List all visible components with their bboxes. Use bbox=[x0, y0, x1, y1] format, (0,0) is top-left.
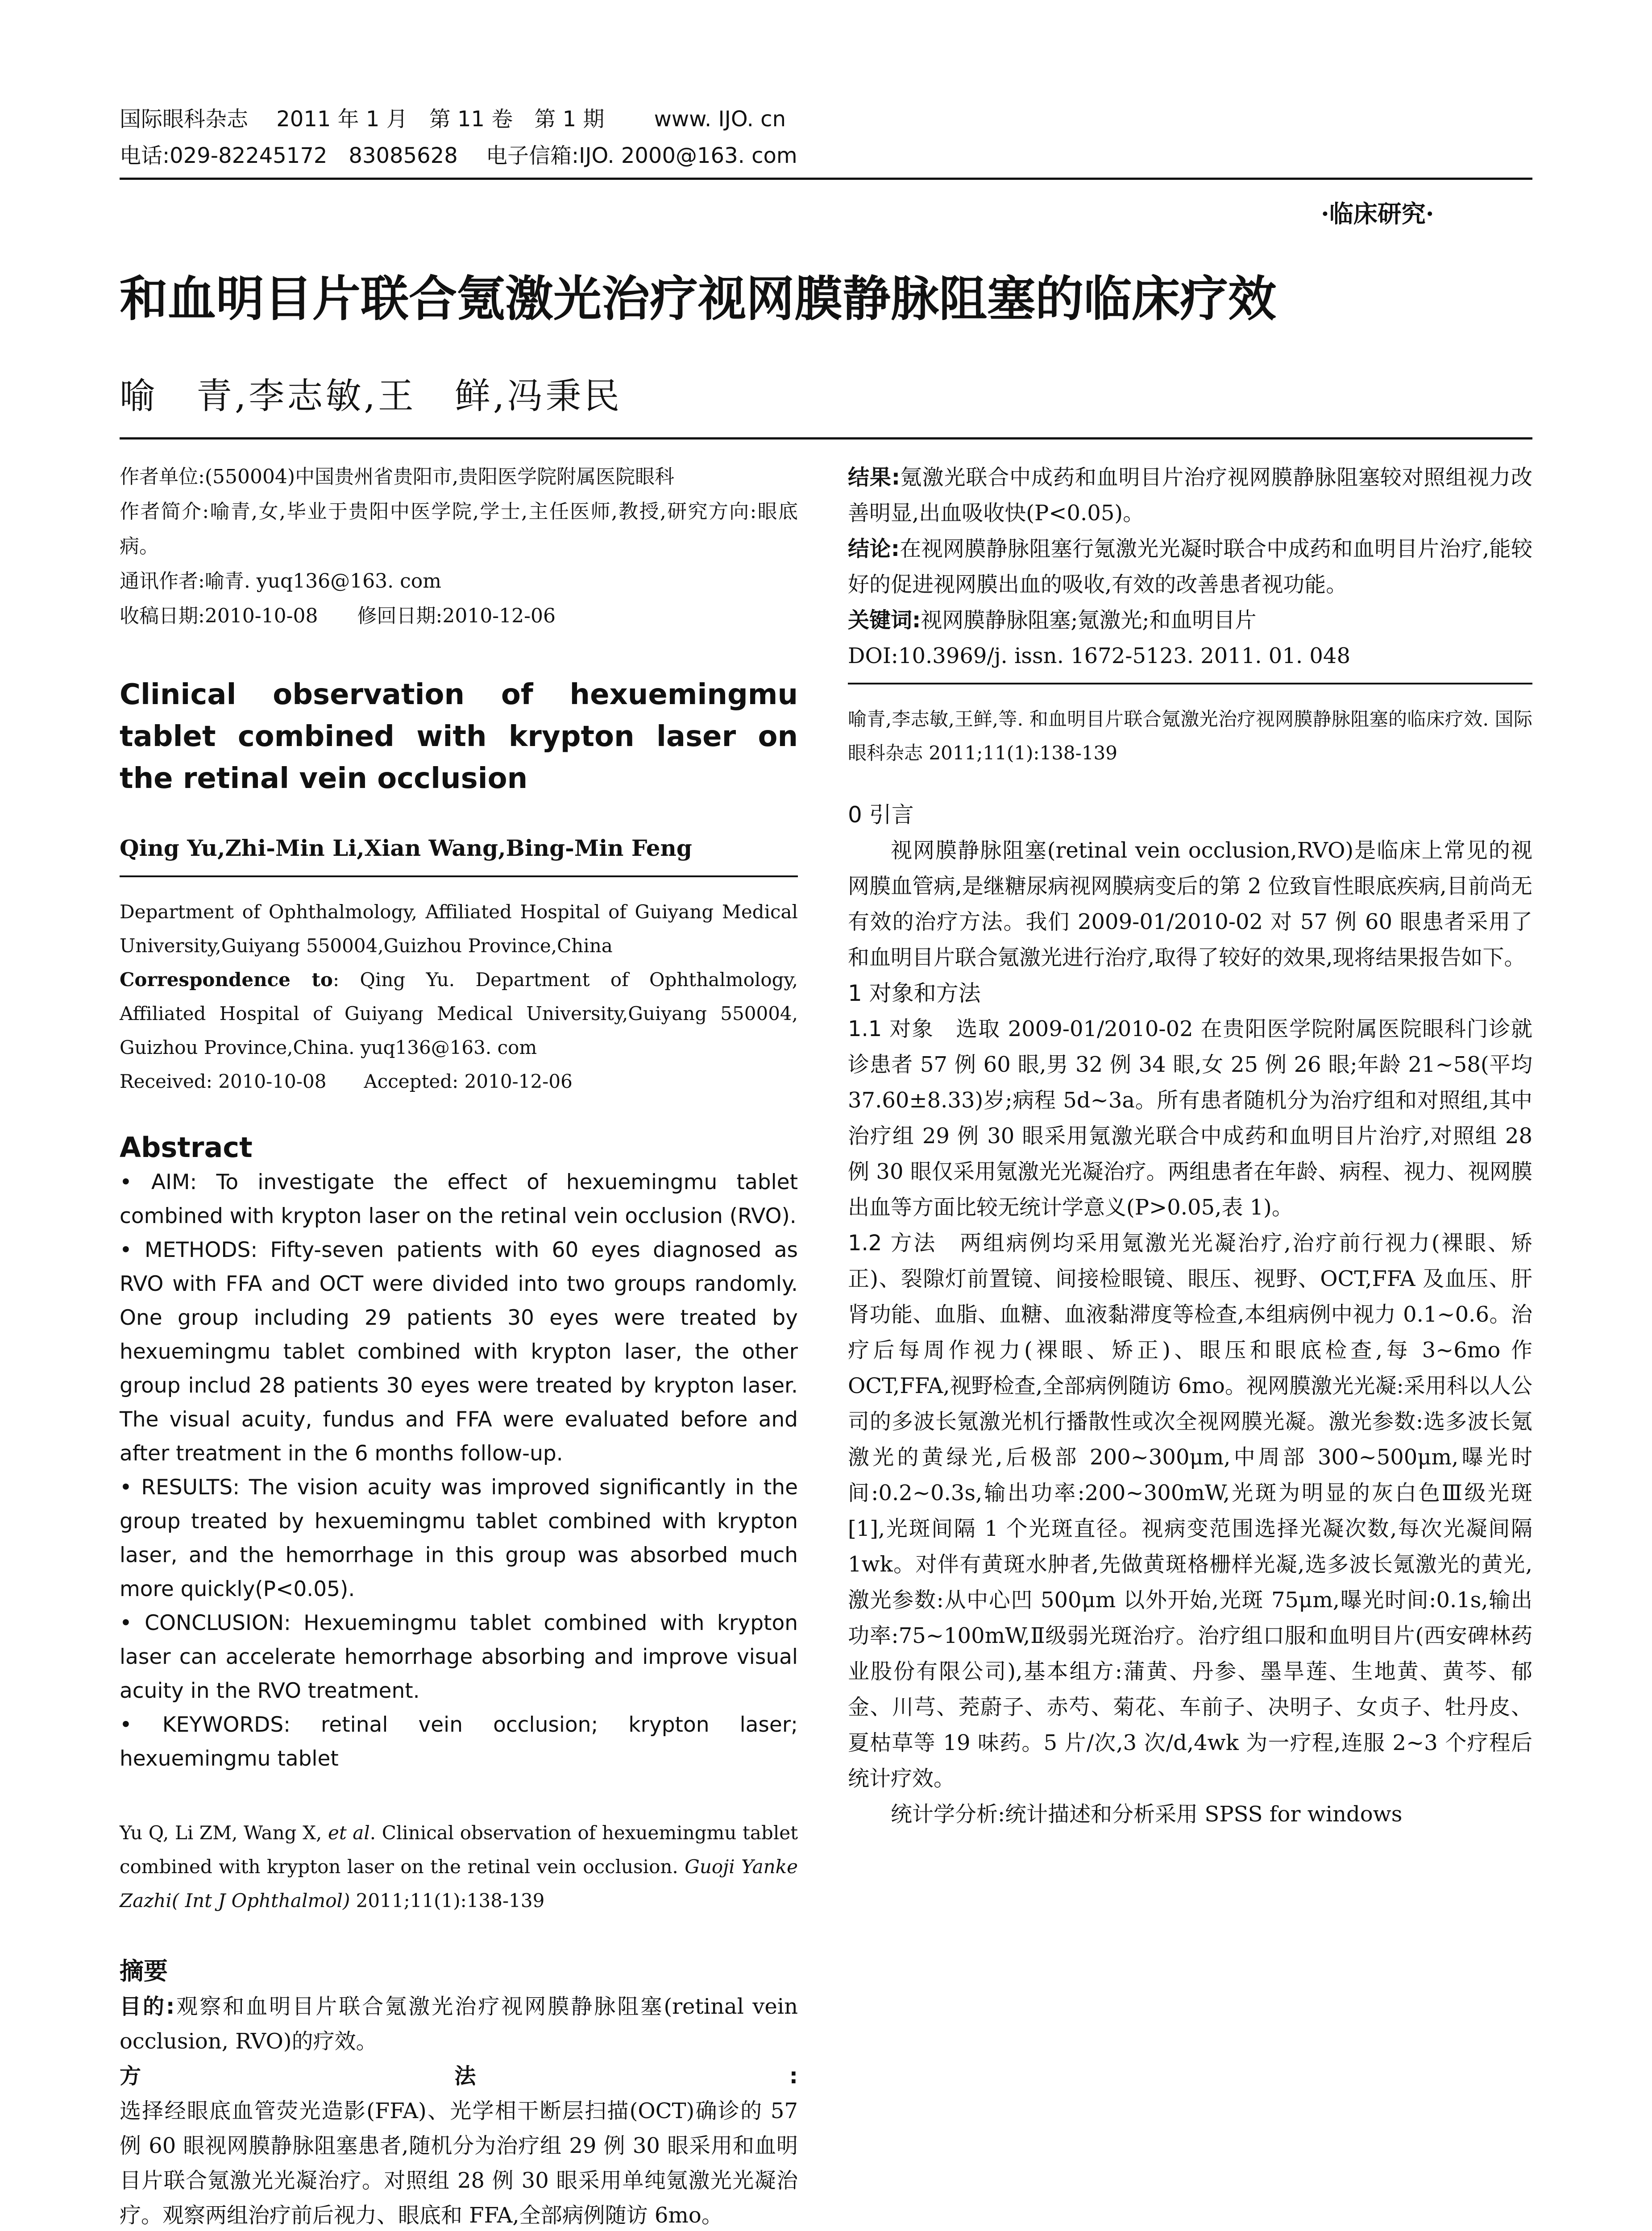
correspondence-en-text: : Qing Yu. Department of Ophthalmology, Affiliated Hospital of Guiyang Medical University,Guiyang 550004, Guizhou Province,China. yuq136@163. com bbox=[120, 969, 798, 1058]
correspondence-en bbox=[120, 963, 798, 1065]
journal-header-line2: 电话:029-82245172 83085628 电子信箱:IJO. 2000@163. com bbox=[120, 143, 797, 168]
abstract-aim: • AIM: To investigate the effect of hexuemingmu tablet combined with krypton laser on the retinal vein occlusion (RVO). bbox=[120, 1170, 798, 1228]
doi: DOI:10.3969/j. issn. 1672-5123. 2011. 01. 048 bbox=[848, 643, 1351, 668]
abstract-rule bbox=[848, 683, 1532, 684]
abstract-heading: Abstract bbox=[120, 1131, 253, 1164]
intro-paragraph: 视网膜静脉阻塞(retinal vein occlusion,RVO)是临床上常见的视网膜血管病,是继糖尿病视网膜病变后的第 2 位致盲性眼底疾病,目前尚无有效的治疗方法。我们 2009-01/2010-02 对 57 例 60 眼患者采用了和血明目片联合氪激光进行治疗,取得了较好的效果,现将结果报告如下。 bbox=[848, 838, 1532, 970]
page-title: 和血明目片联合氪激光治疗视网膜静脉阻塞的临床疗效 bbox=[120, 271, 1277, 327]
bio-cn: 作者简介:喻青,女,毕业于贵阳中医学院,学士,主任医师,教授,研究方向:眼底病。 bbox=[120, 500, 798, 558]
left-column bbox=[120, 460, 798, 2228]
abstract-methods: • METHODS: Fifty-seven patients with 60 eyes diagnosed as RVO with FFA and OCT were divided into two groups randomly. One group including 29 patients 30 eyes were treated by hexuemingmu tablet combined with krypton laser, the other group includ 28 patients 30 eyes were treated by krypton laser. The visual acuity, fundus and FFA were evaluated before and after treatment in the 6 months follow-up. bbox=[120, 1238, 798, 1466]
methods-subjects bbox=[848, 1011, 1532, 1225]
citation-en-journal: Guoji Yanke Zazhi( Int J Ophthalmol) bbox=[120, 1856, 798, 1912]
header-rule bbox=[120, 178, 1532, 180]
zhaiyao-methods-text: 选择经眼底血管荧光造影(FFA)、光学相干断层扫描(OCT)确诊的 57 例 60 眼视网膜静脉阻塞患者,随机分为治疗组 29 例 30 眼采用和血明目片联合氪激光光凝治疗。对照组 28 例 30 眼采用单纯氪激光光凝治疗。观察两组治疗前后视力、眼底和 FFA,全部病例随访 6mo。 bbox=[120, 2098, 798, 2228]
dates-en: Received: 2010-10-08 Accepted: 2010-12-06 bbox=[120, 1070, 573, 1092]
zhaiyao-methods-label: 方法: bbox=[120, 2064, 798, 2089]
citation-en bbox=[120, 1816, 798, 1918]
section-tag: ·临床研究· bbox=[1321, 199, 1434, 228]
zhaiyao-heading: 摘要 bbox=[120, 1957, 168, 1985]
abstract-results: • RESULTS: The vision acuity was improved significantly in the group treated by hexuemingmu tablet combined with krypton laser, and the hemorrhage in this group was absorbed much more quickly(P<0.05). bbox=[120, 1475, 798, 1601]
methods-heading: 1 对象和方法 bbox=[848, 980, 981, 1006]
zhaiyao-conclusion-text: 在视网膜静脉阻塞行氪激光光凝时联合中成药和血明目片治疗,能较好的促进视网膜出血的吸收,有效的改善患者视功能。 bbox=[848, 536, 1532, 597]
abstract-conclusion: • CONCLUSION: Hexuemingmu tablet combined with krypton laser can accelerate hemorrhage absorbing and improve visual acuity in the RVO treatment. bbox=[120, 1611, 798, 1703]
citation-en-part3: 2011;11(1):138-139 bbox=[350, 1890, 545, 1912]
affiliation-cn: 作者单位:(550004)中国贵州省贵阳市,贵阳医学院附属医院眼科 bbox=[120, 465, 675, 488]
correspondence-en-label: Correspondence to bbox=[120, 969, 333, 991]
methods-procedure-label: 1.2 方法 bbox=[848, 1231, 937, 1256]
citation-en-etal: et al bbox=[328, 1822, 370, 1844]
zhaiyao-results-label: 结果: bbox=[848, 465, 900, 490]
zhaiyao-keywords-label: 关键词: bbox=[848, 608, 921, 633]
right-column bbox=[848, 460, 1532, 1832]
methods-subjects-text: 选取 2009-01/2010-02 在贵阳医学院附属医院眼科门诊就诊患者 57 例 60 眼,男 32 例 34 眼,女 25 例 26 眼;年龄 21~58(平均 37.60±8.33)岁;病程 5d~3a。所有患者随机分为治疗组和对照组,其中治疗组 29 例 30 眼采用氪激光联合中成药和血明目片治疗,对照组 28 例 30 眼仅采用氪激光光凝治疗。两组患者在年龄、病程、视力、视网膜出血等方面比较无统计学意义(P>0.05,表 1)。 bbox=[848, 1016, 1532, 1220]
zhaiyao-aim-text: 观察和血明目片联合氪激光治疗视网膜静脉阻塞(retinal vein occlusion, RVO)的疗效。 bbox=[120, 1994, 798, 2054]
zhaiyao-keywords bbox=[848, 602, 1532, 638]
citation-en-part1: Yu Q, Li ZM, Wang X, bbox=[120, 1822, 328, 1844]
zhaiyao-methods-start bbox=[120, 2059, 798, 2228]
methods-subjects-label: 1.1 对象 bbox=[848, 1016, 934, 1041]
methods-stats: 统计学分析:统计描述和分析采用 SPSS for windows bbox=[891, 1802, 1403, 1827]
zhaiyao-conclusion bbox=[848, 531, 1532, 602]
authors-en-rule bbox=[120, 875, 798, 877]
zhaiyao-conclusion-label: 结论: bbox=[848, 536, 900, 561]
intro-heading: 0 引言 bbox=[848, 802, 914, 828]
methods-procedure-text: 两组病例均采用氪激光光凝治疗,治疗前行视力(裸眼、矫正)、裂隙灯前置镜、间接检眼镜、眼压、视野、OCT,FFA 及血压、肝肾功能、血脂、血糖、血液黏滞度等检查,本组病例中视力 0.1~0.6。治疗后每周作视力(裸眼、矫正)、眼压和眼底检查,每 3~6mo 作 OCT,FFA,视野检查,全部病例随访 6mo。视网膜激光光凝:采用科以人公司的多波长氪激光机行播散性或次全视网膜光凝。激光参数:选多波长氪激光的黄绿光,后极部 200~300μm,中周部 300~500μm,曝光时间:0.2~0.3s,输出功率:200~300mW,光斑为明显的灰白色Ⅲ级光斑[1],光斑间隔 1 个光斑直径。视病变范围选择光凝次数,每次光凝间隔 1wk。对伴有黄斑水肿者,先做黄斑格栅样光凝,选多波长氪激光的黄光,激光参数:从中心凹 500μm 以外开始,光斑 75μm,曝光时间:0.1s,输出功率:75~100mW,Ⅱ级弱光斑治疗。治疗组口服和血明目片(西安碑林药业股份有限公司),基本组方:蒲黄、丹参、墨旱莲、生地黄、黄芩、郁金、川芎、茺蔚子、赤芍、菊花、车前子、决明子、女贞子、牡丹皮、夏枯草等 19 味药。5 片/次,3 次/d,4wk 为一疗程,连服 2~3 个疗程后统计疗效。 bbox=[848, 1231, 1532, 1791]
journal-header-line1: 国际眼科杂志 2011 年 1 月 第 11 卷 第 1 期 www. IJO. cn bbox=[120, 107, 786, 132]
title-rule bbox=[120, 437, 1532, 440]
zhaiyao-aim-label: 目的: bbox=[120, 1994, 175, 2019]
citation-cn: 喻青,李志敏,王鲜,等. 和血明目片联合氪激光治疗视网膜静脉阻塞的临床疗效. 国际眼科杂志 2011;11(1):138-139 bbox=[848, 708, 1532, 764]
authors-cn: 喻 青,李志敏,王 鲜,冯秉民 bbox=[120, 375, 623, 417]
zhaiyao-keywords-text: 视网膜静脉阻塞;氪激光;和血明目片 bbox=[921, 608, 1257, 633]
title-en: Clinical observation of hexuemingmu tablet combined with krypton laser on the retinal vein occlusion bbox=[120, 678, 798, 795]
zhaiyao-aim bbox=[120, 1989, 798, 2059]
abstract-keywords: • KEYWORDS: retinal vein occlusion; krypton laser; hexuemingmu tablet bbox=[120, 1713, 798, 1771]
authors-en: Qing Yu,Zhi-Min Li,Xian Wang,Bing-Min Feng bbox=[120, 835, 692, 861]
citation-en-part2: . Clinical observation of hexuemingmu tablet combined with krypton laser on the retinal vein occlusion. bbox=[120, 1822, 798, 1878]
correspondence-cn: 通讯作者:喻青. yuq136@163. com bbox=[120, 570, 441, 593]
methods-procedure bbox=[848, 1225, 1532, 1796]
zhaiyao-results-text: 氪激光联合中成药和血明目片治疗视网膜静脉阻塞较对照组视力改善明显,出血吸收快(P<0.05)。 bbox=[848, 465, 1532, 526]
dates-cn: 收稿日期:2010-10-08 修回日期:2010-12-06 bbox=[120, 605, 556, 627]
zhaiyao-results bbox=[848, 460, 1532, 531]
department-en: Department of Ophthalmology, Affiliated Hospital of Guiyang Medical University,Guiyang 550004,Guizhou Province,China bbox=[120, 901, 798, 957]
